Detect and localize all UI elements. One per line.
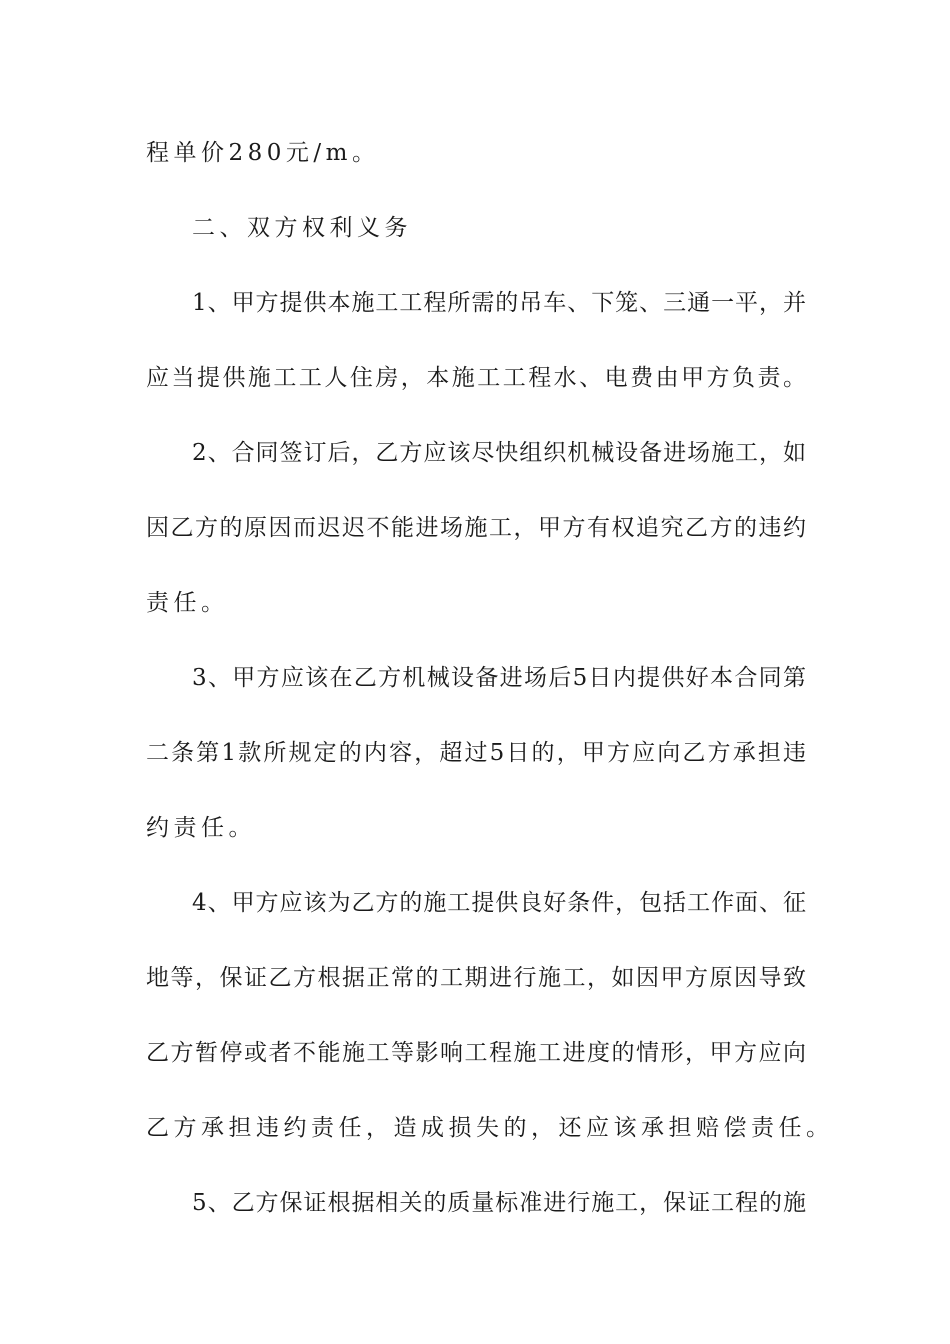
- paragraph-line: 程单价280元/m。: [146, 140, 380, 166]
- paragraph-line: 二条第1款所规定的内容，超过5日的，甲方应向乙方承担违: [146, 740, 806, 766]
- section-heading: 二、双方权利义务: [192, 215, 412, 241]
- paragraph-line: 1、甲方提供本施工工程所需的吊车、下笼、三通一平，并: [192, 290, 806, 316]
- paragraph-line: 约责任。: [146, 815, 256, 841]
- paragraph-line: 地等，保证乙方根据正常的工期进行施工，如因甲方原因导致: [146, 965, 806, 991]
- paragraph-line: 2、合同签订后，乙方应该尽快组织机械设备进场施工，如: [192, 440, 806, 466]
- paragraph-line: 乙方暂停或者不能施工等影响工程施工进度的情形，甲方应向: [146, 1040, 806, 1066]
- paragraph-line: 5、乙方保证根据相关的质量标准进行施工，保证工程的施: [192, 1190, 806, 1216]
- paragraph-line: 责任。: [146, 590, 229, 616]
- paragraph-line: 因乙方的原因而迟迟不能进场施工，甲方有权追究乙方的违约: [146, 515, 806, 541]
- paragraph-line: 4、甲方应该为乙方的施工提供良好条件，包括工作面、征: [192, 890, 806, 916]
- paragraph-line: 3、甲方应该在乙方机械设备进场后5日内提供好本合同第: [192, 665, 806, 691]
- paragraph-line: 应当提供施工工人住房，本施工工程水、电费由甲方负责。: [146, 365, 806, 391]
- paragraph-line: 乙方承担违约责任，造成损失的，还应该承担赔偿责任。: [146, 1115, 834, 1141]
